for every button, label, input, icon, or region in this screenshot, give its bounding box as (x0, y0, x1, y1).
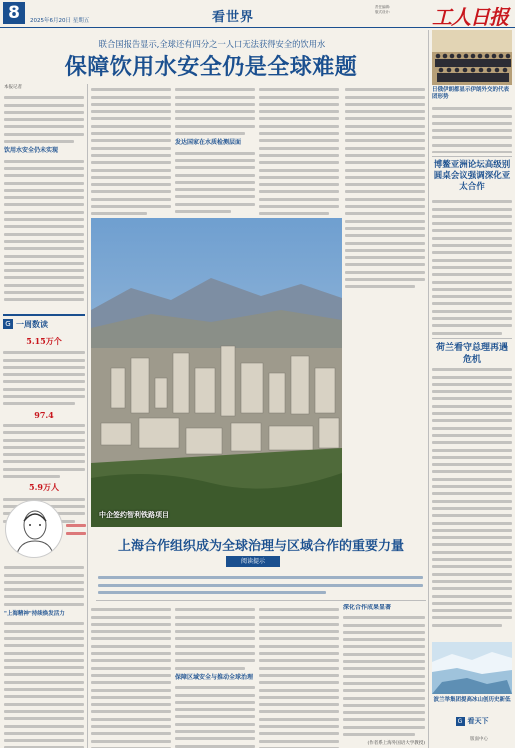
city-photo (91, 218, 342, 527)
feature-subhead-right: 深化合作成果显著 (343, 604, 392, 611)
feature-subhead-left: 保障区域安全与推动全球治理 (175, 673, 254, 681)
feature-column-2 (175, 604, 255, 748)
footer-note: 版面中心 (470, 737, 488, 742)
paper-name-logo: 工人日报 (432, 5, 508, 29)
right-headline-1: 博鳌亚洲论坛高级别圆桌会议强调深化亚太合作 (433, 160, 511, 192)
column-logo-text (66, 520, 86, 539)
first-subhead: 饮用水安全仍未实现 (4, 147, 59, 155)
feature-summary (98, 572, 423, 598)
group-photo-icon (432, 30, 512, 85)
feature-column-1 (91, 604, 171, 748)
small-info-line: 版式设计: (375, 10, 391, 14)
right-text-3 (432, 364, 512, 638)
middle-column-3 (259, 84, 339, 216)
middle-column-1 (91, 84, 171, 216)
left-column-text-bottom (4, 562, 84, 748)
feature-tag (226, 556, 280, 567)
tag-text: 看天下 (467, 717, 489, 725)
feature-column-4 (343, 604, 425, 748)
small-info-box (375, 5, 425, 21)
feature-tag-text: 阅读提示 (240, 558, 265, 565)
group-photo-caption: 日俄伊朗都显示伊朗外交的代表团形势 (432, 87, 510, 100)
feature-column-3 (259, 604, 339, 748)
middle-column-2 (175, 84, 255, 216)
stat-value: 97.4 (34, 409, 54, 420)
stat-value: 5.15万个 (26, 336, 62, 346)
weekly-numbers-box (3, 314, 85, 493)
box-title (3, 318, 85, 330)
page-number: 8 (3, 2, 25, 24)
date-line: 2025年6月20日 星期五 (30, 18, 90, 24)
ice-photo (432, 642, 512, 694)
group-photo (432, 30, 512, 85)
city-skyline-icon (91, 218, 342, 527)
author-portrait (5, 500, 63, 558)
section-name: 看世界 (212, 10, 255, 25)
masthead (0, 0, 515, 28)
left-column-text-top (4, 84, 84, 306)
right-text-1 (432, 103, 512, 153)
box-title-icon: G (3, 319, 13, 329)
column-title: "上海精神"持续焕发活力 (4, 611, 65, 618)
middle-subhead-1: 发达国家在水质检测层面 (175, 139, 242, 147)
photo-caption: 中企签约智利铁路项目 (99, 511, 169, 519)
lead-headline: 保障饮用水安全仍是全球难题 (64, 55, 358, 80)
stat-value: 5.9万人 (29, 482, 59, 493)
portrait-sketch-icon (6, 501, 63, 558)
lead-kicker: 联合国报告显示,全球还有四分之一人口无法获得安全的饮用水 (98, 39, 326, 49)
feature-headline: 上海合作组织成为全球治理与区域合作的重要力量 (117, 539, 404, 554)
right-headline-2: 荷兰看守总理再遇危机 (435, 343, 508, 365)
see-world-tag (432, 715, 512, 727)
ice-caption: 波兰举集团提高冰山创历史新低 (433, 697, 511, 703)
tag-icon: G (456, 717, 465, 726)
ice-landscape-icon (432, 642, 512, 694)
small-info-line: 责任编辑: (375, 5, 391, 9)
byline: 本报记者 (4, 85, 22, 90)
feature-author: (作者系上海外国语大学教授) (367, 741, 425, 747)
box-title-text: 一周数读 (16, 319, 48, 329)
right-text-2 (432, 196, 512, 336)
middle-column-4 (345, 84, 425, 524)
